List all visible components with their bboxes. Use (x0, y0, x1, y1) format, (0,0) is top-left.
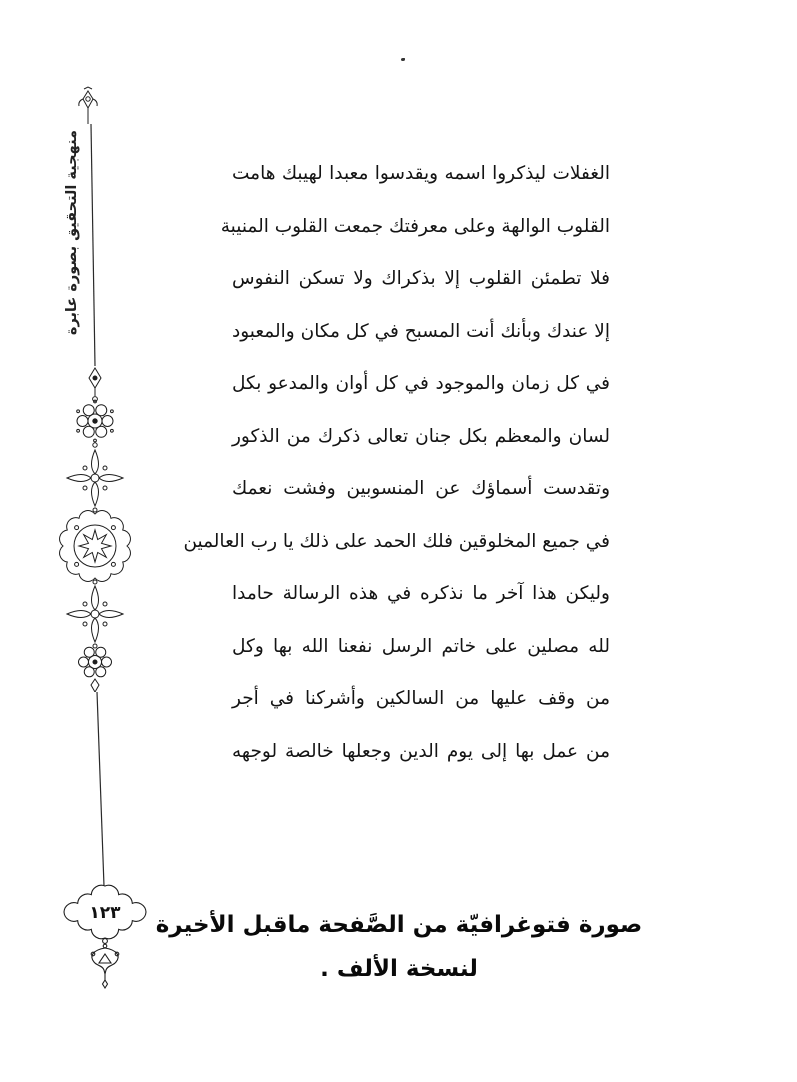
bud-finial-icon (75, 86, 101, 126)
manuscript-line: وتقدست أسماؤك عن المنسوبين وفشت نعمك (232, 478, 610, 499)
manuscript-line: من عمل بها إلى يوم الدين وجعلها خالصة لوجهه (232, 740, 610, 762)
manuscript-line: في جميع المخلوقين فلك الحمد على ذلك يا رب العالمين (183, 530, 610, 552)
manuscript-line: وليكن هذا آخر ما نذكره في هذه الرسالة حامدا (232, 583, 610, 604)
manuscript-line: لله مصلين على خاتم الرسل نفعنا الله بها وكل (232, 635, 610, 657)
arabesque-chain-ornament-icon (55, 366, 135, 692)
manuscript-line: القلوب الوالهة وعلى معرفتك جمعت القلوب المنيبة (220, 215, 610, 237)
ink-speck (401, 58, 405, 61)
manuscript-line: لسان والمعظم بكل جنان تعالى ذكرك من الذكور (232, 425, 610, 447)
manuscript-line: إلا عندك وبأنك أنت المسبح في كل مكان والمعبود (232, 320, 610, 342)
margin-note-vertical: منهجية التحقيق بصورة عابرة (64, 130, 80, 336)
manuscript-line: فلا تطمئن القلوب إلا بذكراك ولا تسكن النفوس (232, 268, 610, 289)
manuscript-facsimile (183, 148, 610, 778)
figure-caption: صورة فتوغرافيّة من الصَّفحة ماقبل الأخيرة لنسخة الألف . (155, 912, 643, 982)
manuscript-line: الغفلات ليذكروا اسمه ويقدسوا معبدا لهيبك هامت (232, 163, 610, 184)
manuscript-line: في كل زمان والموجود في كل أوان والمدعو بكل (232, 373, 610, 394)
manuscript-line: من وقف عليها من السالكين وأشركنا في أجر (232, 688, 610, 709)
page-number: ١٢٣ (89, 903, 121, 923)
